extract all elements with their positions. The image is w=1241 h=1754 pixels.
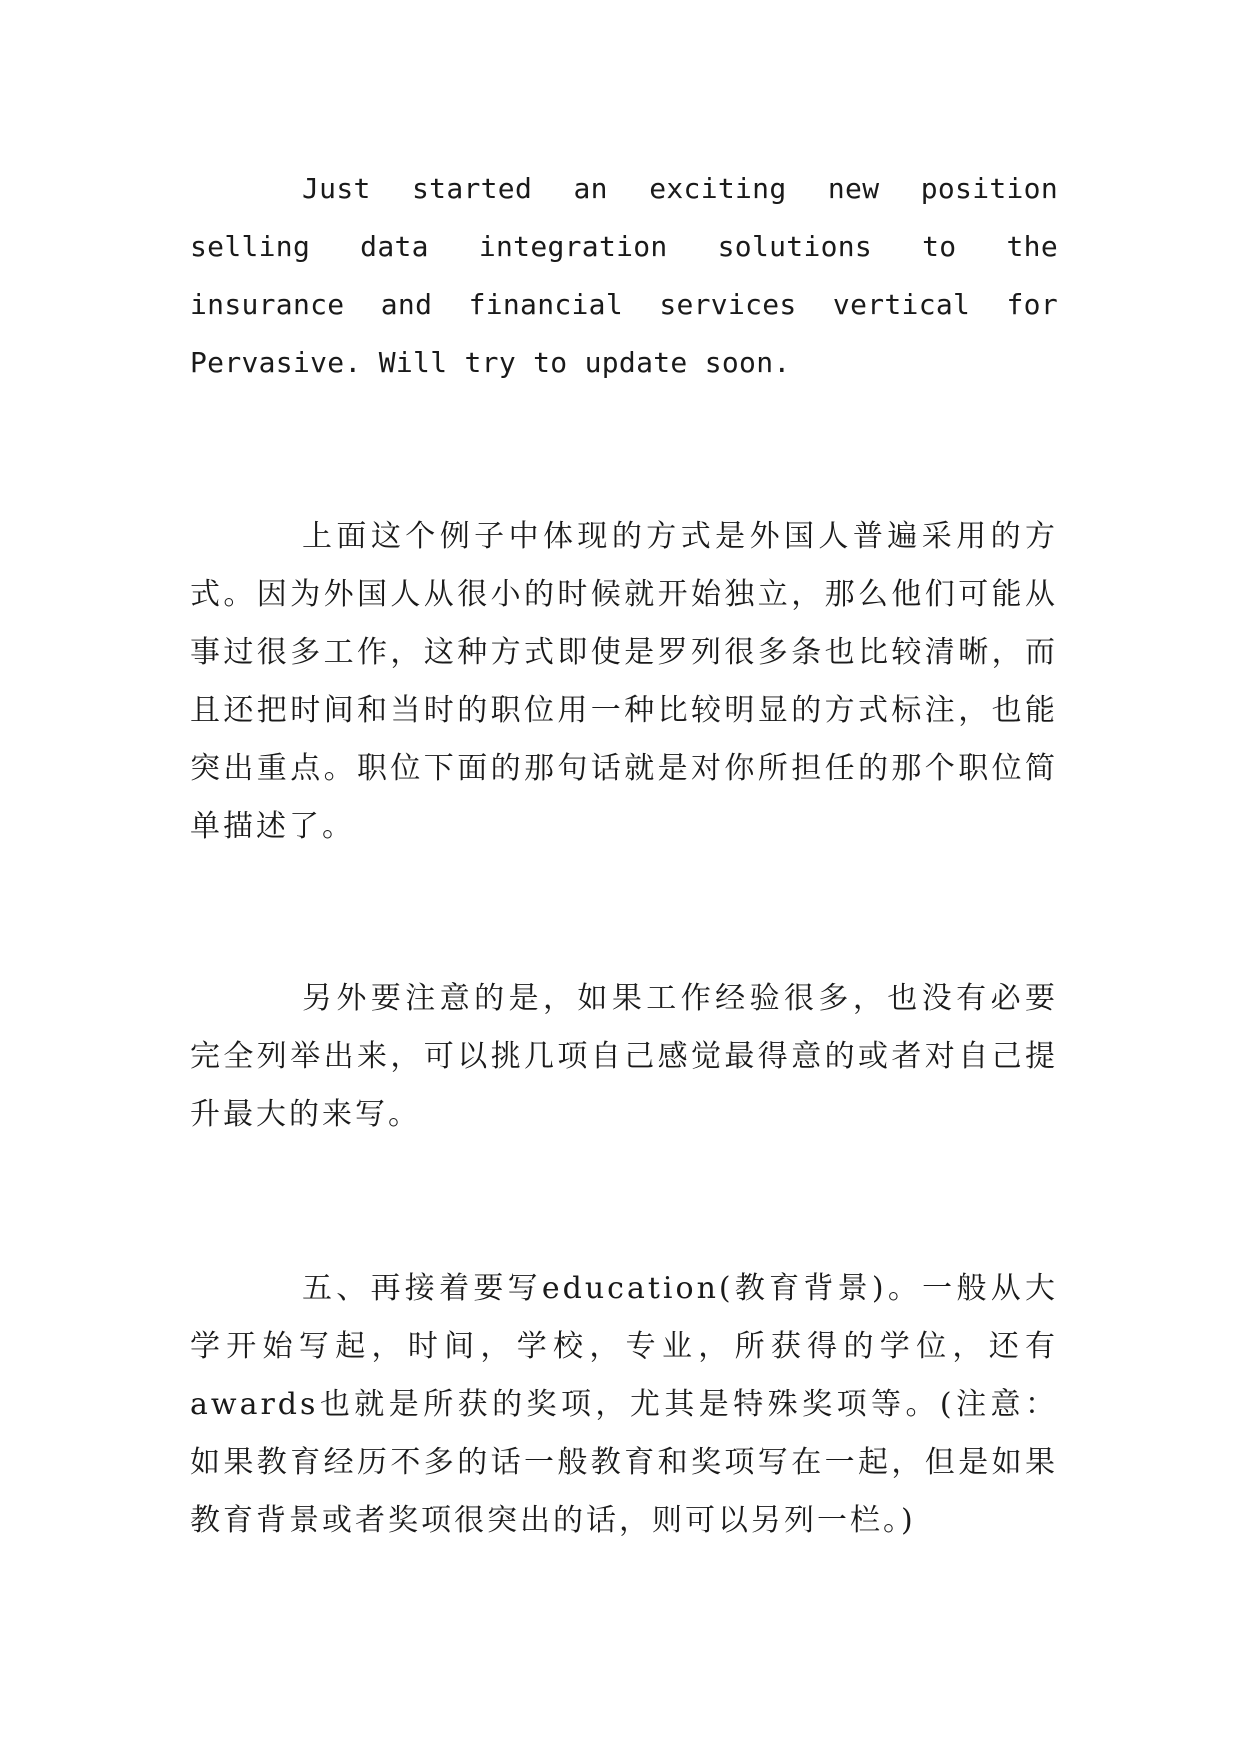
paragraph-experience-note: 另外要注意的是，如果工作经验很多，也没有必要完全列举出来，可以挑几项自己感觉最得意的或者对自己提升最大的来写。 <box>190 981 1058 1132</box>
paragraph-format-explanation: 上面这个例子中体现的方式是外国人普遍采用的方式。因为外国人从很小的时候就开始独立，那么他们可能从事过很多工作，这种方式即使是罗列很多条也比较清晰，而且还把时间和当时的职位用一种比较明显的方式标注，也能突出重点。职位下面的那句话就是对你所担任的那个职位简单描述了。 <box>190 519 1058 844</box>
paragraph-job-update: Just started an exciting new position selling data integration solutions to the insurance and financial services vertical for Pervasive. Will try to update soon. <box>190 172 1058 379</box>
paragraph-education-section: 五、再接着要写education(教育背景)。一般从大学开始写起，时间，学校，专业，所获得的学位，还有awards也就是所获的奖项，尤其是特殊奖项等。(注意：如果教育经历不多的话一般教育和奖项写在一起，但是如果教育背景或者奖项很突出的话，则可以另列一栏。) <box>190 1271 1058 1538</box>
